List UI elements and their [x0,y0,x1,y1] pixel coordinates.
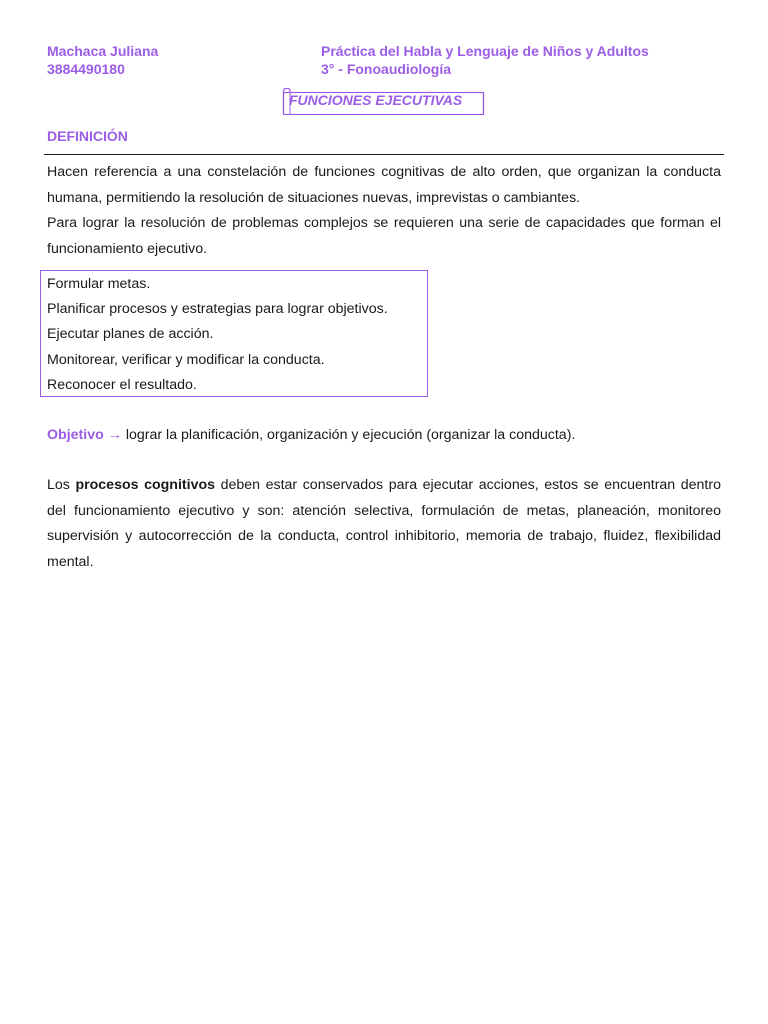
cognitive-prefix: Los [47,477,76,493]
definition-paragraph-1: Hacen referencia a una constelación de funciones cognitivas de alto orden, que organizan la conducta humana, permitiendo la resolución de situaciones nuevas, imprevistas o cambiantes. [47,164,721,206]
objective-text: lograr la planificación, organización y ejecución (organizar la conducta). [121,427,576,443]
capacity-item: Reconocer el resultado. [47,376,197,393]
right-arrow-icon: → [107,427,122,443]
cognitive-rest: deben estar conservados para ejecutar acciones, estos se encuentran dentro del funcionamiento ejecutivo y son: atención selectiva, formulación de metas, planeación, monitoreo supervisión y autocorrección de la conducta, control inhibitorio, memoria de trabajo, fluidez, flexibilidad mental. [47,477,721,570]
student-name: Machaca Juliana [47,43,159,59]
course-name: Práctica del Habla y Lenguaje de Niños y Adultos [321,43,649,59]
document-title: FUNCIONES EJECUTIVAS [289,92,463,108]
cognitive-processes-paragraph [47,473,721,575]
objective-label: Objetivo [47,427,104,443]
student-id: 3884490180 [47,61,125,77]
objective-line [47,423,575,448]
definition-heading: DEFINICIÓN [47,128,128,144]
year-program: 3° - Fonoaudiología [321,61,452,77]
title-scroll-banner [281,88,486,115]
capacity-item: Formular metas. [47,276,151,292]
capacity-item: Ejecutar planes de acción. [47,326,214,343]
capacity-item: Planificar procesos y estrategias para lograr objetivos. [47,301,388,318]
capacity-item: Monitorear, verificar y modificar la conducta. [47,351,325,368]
section-divider [44,154,724,155]
student-info [47,42,158,78]
definition-paragraph-2: Para lograr la resolución de problemas complejos se requieren una serie de capacidades que forman el funcionamiento ejecutivo. [47,215,721,257]
course-info [321,42,649,78]
capacities-list [47,272,388,398]
cognitive-bold-term: procesos cognitivos [75,477,216,493]
capacities-box [40,270,428,397]
